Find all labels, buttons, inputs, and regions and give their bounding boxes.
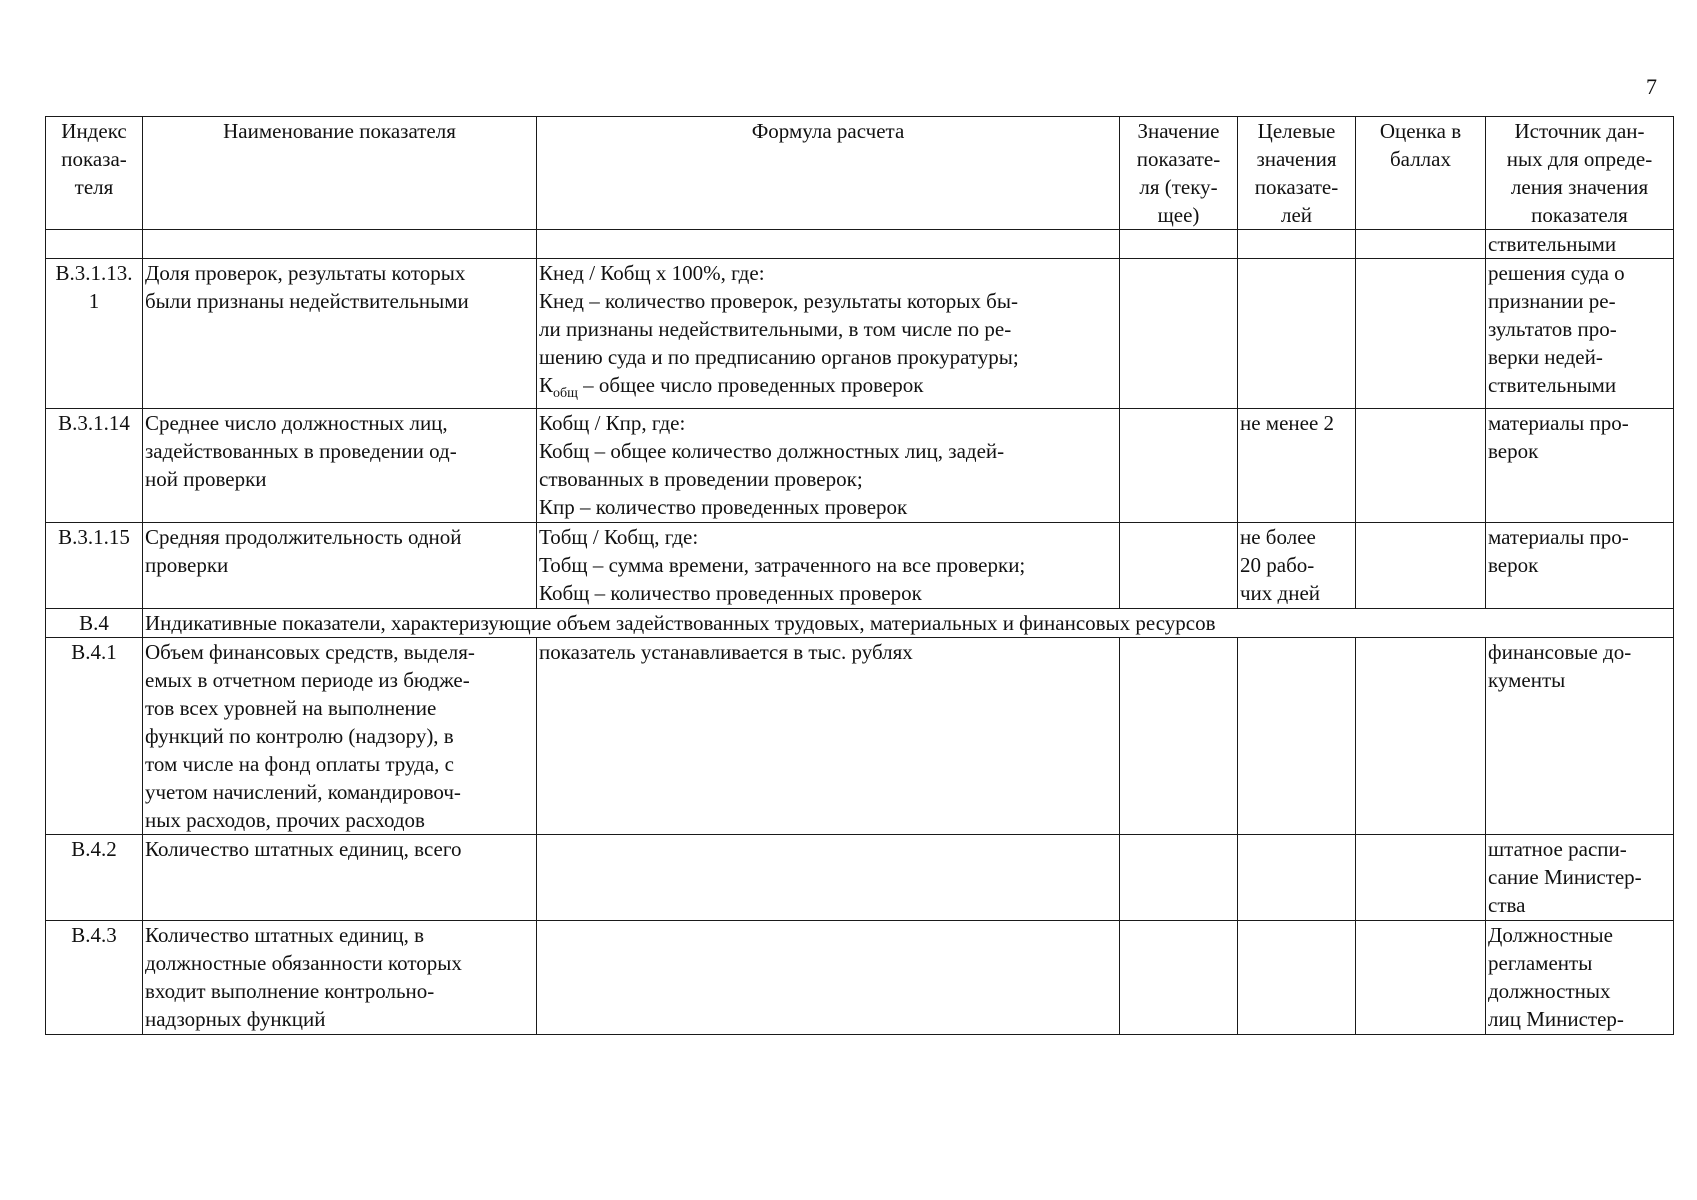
cell-current xyxy=(1120,259,1238,409)
text-line: показатель устанавливается в тыс. рублях xyxy=(539,640,913,665)
text-line: признании ре- xyxy=(1488,289,1616,313)
cell-score xyxy=(1356,921,1486,1035)
text-line: баллах xyxy=(1390,147,1451,171)
text-line: щее) xyxy=(1157,203,1200,227)
text-line: верок xyxy=(1488,553,1539,578)
header-formula xyxy=(537,117,1120,230)
text-line: В.3.1.13. xyxy=(55,261,133,285)
text-line: тов всех уровней на выполнение xyxy=(145,696,437,721)
cell-current xyxy=(1120,921,1238,1035)
text-line: Индекс xyxy=(61,119,127,143)
cell-index xyxy=(46,638,143,835)
cell-formula xyxy=(537,835,1120,921)
text-line: Должностные xyxy=(1488,923,1613,948)
cell-name xyxy=(143,409,537,523)
text-line: Значение xyxy=(1137,119,1220,143)
header-name xyxy=(143,117,537,230)
cell-formula: Кнед / Кобщ х 100%, где: Кнед – количество проверок, результаты которых бы- ли признаны недействительными, в том числе по ре- шению суда и по предписанию органов прокуратуры; $К_{общ}$ – общее число проведенных проверок xyxy=(537,259,1120,409)
text-line: Среднее число должностных лиц, xyxy=(145,411,448,436)
header-target-values xyxy=(1238,117,1356,230)
text-line: решения суда о xyxy=(1488,261,1625,285)
text-line: показателя xyxy=(1531,203,1628,227)
table-row xyxy=(46,523,1674,609)
indicators-table xyxy=(45,116,1674,1035)
cell-index xyxy=(46,523,143,609)
text-line: В.3.1.14 xyxy=(58,411,130,436)
cell-score xyxy=(1356,638,1486,835)
header-index xyxy=(46,117,143,230)
text-line: В.4.2 xyxy=(71,837,117,862)
text-line: лей xyxy=(1280,203,1313,227)
text-line: теля xyxy=(74,175,114,199)
cell-score xyxy=(1356,259,1486,409)
text-line: В.4.1 xyxy=(71,640,117,665)
cell-score xyxy=(1356,523,1486,609)
cell-formula xyxy=(537,409,1120,523)
continuation-row xyxy=(46,230,1674,259)
text-line: Средняя продолжительность одной xyxy=(145,525,462,550)
cell-current xyxy=(1120,835,1238,921)
text-line: Целевые xyxy=(1257,119,1336,143)
cell-current xyxy=(1120,523,1238,609)
cell-name xyxy=(143,921,537,1035)
table-row xyxy=(46,921,1674,1035)
text-line: лиц Министер- xyxy=(1488,1007,1624,1032)
cell-empty xyxy=(1356,230,1486,259)
text-line: Источник дан- xyxy=(1514,119,1645,143)
section-row xyxy=(46,609,1674,638)
text-line: кументы xyxy=(1488,668,1566,693)
text-line: задействованных в проведении од- xyxy=(145,439,457,464)
table-row xyxy=(46,259,1674,409)
cell-source xyxy=(1486,835,1674,921)
text-line: Кпр – количество проведенных проверок xyxy=(539,495,908,520)
header-source xyxy=(1486,117,1674,230)
text-line: Тобщ – сумма времени, затраченного на все проверки; xyxy=(539,553,1026,578)
cell-index xyxy=(46,921,143,1035)
text-line: Наименование показателя xyxy=(223,119,456,143)
text-line: В.4 xyxy=(79,611,109,636)
text-line: проверки xyxy=(145,553,229,578)
text-line: регламенты xyxy=(1488,951,1593,976)
text-line: чих дней xyxy=(1240,581,1321,606)
cell-source xyxy=(1486,409,1674,523)
cell-score xyxy=(1356,835,1486,921)
cell-index xyxy=(46,609,143,638)
text-line: материалы про- xyxy=(1488,525,1629,550)
text-line: финансовые до- xyxy=(1488,640,1632,665)
text-line: материалы про- xyxy=(1488,411,1629,436)
text-line: верки недей- xyxy=(1488,345,1603,369)
text-line: ства xyxy=(1488,893,1526,918)
text-line: ля (теку- xyxy=(1139,175,1218,199)
text-line: ных для опреде- xyxy=(1506,147,1653,171)
text-line: сание Министер- xyxy=(1488,865,1642,890)
cell-name xyxy=(143,523,537,609)
text-line: Кобщ / Кпр, где: xyxy=(539,411,686,436)
cell-target xyxy=(1238,523,1356,609)
table-row xyxy=(46,835,1674,921)
text-line: ли признаны недействительными, в том числе по ре- xyxy=(539,317,1012,341)
header-row xyxy=(46,117,1674,230)
cell-name xyxy=(143,835,537,921)
text-line: Тобщ / Кобщ, где: xyxy=(539,525,699,550)
header-score xyxy=(1356,117,1486,230)
text-line: В.3.1.15 xyxy=(58,525,130,550)
text-line: ления значения xyxy=(1510,175,1649,199)
text-line: емых в отчетном периоде из бюдже- xyxy=(145,668,470,693)
text-line: Формула расчета xyxy=(751,119,905,143)
text-line: учетом начислений, командировоч- xyxy=(145,780,461,805)
text-line: Кнед / Кобщ х 100%, где: xyxy=(539,261,765,285)
text-line: Кнед – количество проверок, результаты которых бы- xyxy=(539,289,1018,313)
cell-source xyxy=(1486,921,1674,1035)
cell-source xyxy=(1486,638,1674,835)
cell-target xyxy=(1238,921,1356,1035)
cell-formula xyxy=(537,638,1120,835)
text-line: Оценка в xyxy=(1379,119,1462,143)
text-line: ствительными xyxy=(1488,373,1617,397)
table-row xyxy=(46,638,1674,835)
cell-index xyxy=(46,835,143,921)
text-line: Количество штатных единиц, в xyxy=(145,923,425,948)
cell-current xyxy=(1120,638,1238,835)
text-line: штатное распи- xyxy=(1488,837,1627,862)
text-line: не менее 2 xyxy=(1240,411,1335,436)
section-title: Индикативные показатели, характеризующие объем задействованных трудовых, материальных и финансовых ресурсов xyxy=(143,609,1674,638)
cell-empty xyxy=(1238,230,1356,259)
text-line: показате- xyxy=(1254,175,1339,199)
cell-formula xyxy=(537,523,1120,609)
text-line: том числе на фонд оплаты труда, с xyxy=(145,752,454,777)
cell-empty xyxy=(143,230,537,259)
text-line: Доля проверок, результаты которых xyxy=(145,261,466,285)
text-line: не более xyxy=(1240,525,1316,550)
cell-source xyxy=(1486,259,1674,409)
text-line: функций по контролю (надзору), в xyxy=(145,724,454,749)
cell-target xyxy=(1238,259,1356,409)
cell-target xyxy=(1238,835,1356,921)
text-line: Кобщ – общее количество должностных лиц, задей- xyxy=(539,439,1005,464)
text-line: были признаны недействительными xyxy=(145,289,469,313)
table-row xyxy=(46,409,1674,523)
text-line: Количество штатных единиц, всего xyxy=(145,837,462,862)
text-line: должностные обязанности которых xyxy=(145,951,462,976)
text-line: В.4.3 xyxy=(71,923,117,948)
text-line: 1 xyxy=(88,289,100,313)
cell-current xyxy=(1120,409,1238,523)
text-line: Кобщ – количество проведенных проверок xyxy=(539,581,922,606)
text-line: Объем финансовых средств, выделя- xyxy=(145,640,475,665)
text-line: надзорных функций xyxy=(145,1007,326,1032)
text-line: входит выполнение контрольно- xyxy=(145,979,435,1004)
cell-index xyxy=(46,259,143,409)
text-line: зультатов про- xyxy=(1488,317,1617,341)
text-line: показате- xyxy=(1136,147,1221,171)
cell-target xyxy=(1238,409,1356,523)
text-line: верок xyxy=(1488,439,1539,464)
text-line: значения xyxy=(1256,147,1337,171)
cell-name xyxy=(143,259,537,409)
cell-target xyxy=(1238,638,1356,835)
text-line: ной проверки xyxy=(145,467,267,492)
text-line: ствительными xyxy=(1488,232,1617,256)
text-line: должностных xyxy=(1488,979,1611,1004)
cell-empty xyxy=(537,230,1120,259)
text-line: 20 рабо- xyxy=(1240,553,1315,578)
cell-score xyxy=(1356,409,1486,523)
cell-formula xyxy=(537,921,1120,1035)
cell-source xyxy=(1486,523,1674,609)
text-line: шению суда и по предписанию органов прокуратуры; xyxy=(539,345,1019,369)
cell-empty xyxy=(46,230,143,259)
header-current-value xyxy=(1120,117,1238,230)
cell-name xyxy=(143,638,537,835)
cell-index xyxy=(46,409,143,523)
text-line: показа- xyxy=(61,147,127,171)
text-line: ных расходов, прочих расходов xyxy=(145,808,425,833)
cell-source xyxy=(1486,230,1674,259)
text-line: ствованных в проведении проверок; xyxy=(539,467,863,492)
page-number: 7 xyxy=(1646,74,1657,99)
cell-empty xyxy=(1120,230,1238,259)
